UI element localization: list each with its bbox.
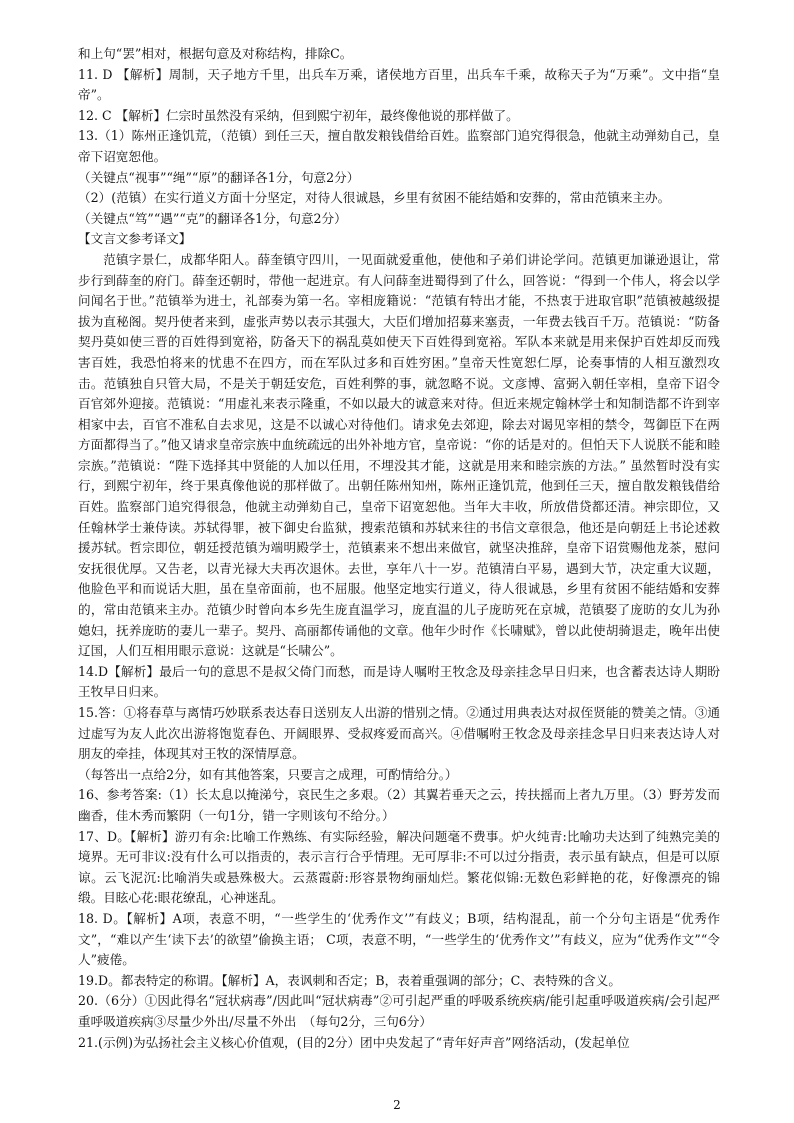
paragraph-q20: 20.（6分）①因此得名“冠状病毒”/因此叫“冠状病毒”②可引起严重的呼吸系统疾病/能引起重呼吸道疾病/会引起严重呼吸道疾病③尽量少外出/尽量不外出 （每句2分，三句6分） <box>78 993 720 1029</box>
paragraph-q18: 18. D。【解析】A项，表意不明，“一些学生的‘优秀作文’”有歧义；B项，结构混乱，前一个分句主语是“优秀作文”，“难以产生‘读下去’的欲望”偷换主语； C项，表意不明，“一些学生的‘优秀作文’”有歧义，应为“优秀作文”“令人”疲倦。 <box>78 910 720 968</box>
paragraph-q19: 19.D。都表特定的称谓。【解析】A，表讽刺和否定；B，表着重强调的部分；C、表特殊的含义。 <box>78 972 621 988</box>
paragraph-q15: 15.答：①将春草与离情巧妙联系表达春日送别友人出游的惜别之情。②通过用典表达对叔侄贤能的赞美之情。③通过虚写为友人此次出游将饱览春色、开阔眼界、受叔疼爱而高兴。④借嘱咐王牧念及母亲挂念早日归来表达诗人对朋友的牵挂，体现其对王牧的深情厚意。 <box>78 705 720 762</box>
section-heading-translation: 【文言文参考译文】 <box>78 231 192 247</box>
page-number: 2 <box>393 1098 401 1112</box>
paragraph-q13-part2: （2）(范镇）在实行道义方面十分坚定，对待人很诚恳，乡里有贫困不能结婚和安葬的，常由范镇来主办。 <box>78 190 671 206</box>
paragraph-q11: 11. D 【解析】周制，天子地方千里，出兵车万乘，诸侯地方百里，出兵车千乘，故称天子为“万乘”。文中指“皇帝”。 <box>78 66 720 103</box>
paragraph-q12: 12. C 【解析】仁宗时虽然没有采纳，但到熙宁初年，最终像他说的那样做了。 <box>78 107 519 123</box>
paragraph-q10-tail: 和上句“罢”相对，根据句意及对称结构，排除C。 <box>78 46 353 61</box>
paragraph-translation: 范镇字景仁，成都华阳人。薛奎镇守四川，一见面就爱重他，使他和子弟们讲论学问。范镇更加谦逊退让，常步行到薛奎的府门。薛奎还朝时，带他一起进京。有人问薛奎进蜀得到了什么，回答说：“得到一个伟人，将会以学问闻名于世。”范镇举为进士，礼部奏为第一名。宰相庞籍说：“范镇有特出才能，不热衷于进取官职”范镇被越级提拔为直秘阁。契丹使者来到，虚张声势以表示其强大，大臣们增加招募来塞责，一年费去钱百千万。范镇说：“防备契丹莫如使三晋的百姓得到宽裕，防备天下的祸乱莫如使天下百姓得到宽裕。军队本来就是用来保护百姓却反而残害百姓，我恐怕将来的忧患不在四方，而在军队过多和百姓穷困。”皇帝天性宽恕仁厚，论奏事情的人相互激烈攻击。范镇独自只管大局，不是关于朝廷安危，百姓利弊的事，就忽略不说。文彦博、富弼入朝任宰相，皇帝下诏令百官郊外迎接。范镇说：“用虚礼来表示隆重，不如以最大的诚意来对待。但近来规定翰林学士和知制诰都不许到宰相家中去，百官不准私自去求见，这是不以诚心对待他们。请求免去郊迎，除去对谒见宰相的禁令，驾御臣下在两方面都得当了。”他又请求皇帝宗族中血统疏远的出外补地方官，皇帝说：“你的话是对的。但怕天下人说朕不能和睦宗族。”范镇说：“陛下选择其中贤能的人加以任用，不埋没其才能，这就是用来和睦宗族的方法。” 虽然暂时没有实行，到熙宁初年，终于果真像他说的那样做了。出朝任陈州知州，陈州正逢饥荒，他到任三天，擅自散发粮钱借给百姓。监察部门追究得很急，他就主动弹劾自己，皇帝下诏宽恕他。当年大丰收，所放借贷都还清。神宗即位，又任翰林学士兼侍读。苏轼得罪，被下御史台监狱，搜索范镇和苏轼来往的书信文章很急，他还是向朝廷上书论述救援苏轼。哲宗即位，朝廷授范镇为端明殿学士，范镇素来不想出来做官，就坚决推辞，皇帝下诏赏赐他龙茶，慰问安抚很优厚。又告老，以青光禄大夫再次退休。去世，享年八十一岁。范镇清白平易，遇到大节，决定重大议题，他脸色平和而说话大胆，虽在皇帝面前，也不屈服。他坚定地实行道义，待人很诚恳，乡里有贫困不能结婚和安葬的，常由范镇来主办。范镇少时曾向本乡先生庞直温学习，庞直温的儿子庞昉死在京城，范镇娶了庞昉的女儿为孙媳妇，抚养庞昉的妻儿一辈子。契丹、高丽都传诵他的文章。他年少时作《长啸赋》，曾以此使胡骑退走，晚年出使辽国，人们互相用眼示意说：这就是“长啸公”。 <box>78 251 720 659</box>
paragraph-q13-part1-scoring: （关键点“视事”“绳”“原”的翻译各1分，句意2分） <box>78 169 360 185</box>
paragraph-q15-scoring: （每答出一点给2分，如有其他答案，只要言之成理，可酌情给分。） <box>78 766 458 782</box>
paragraph-q21: 21.(示例)为弘扬社会主义核心价值观，(目的2分）团中央发起了“青年好声音”网络活动，(发起单位 <box>78 1034 630 1050</box>
paragraph-q13-part2-scoring: （关键点“笃”“遇”“克”的翻译各1分，句意2分） <box>78 210 347 226</box>
paragraph-q17: 17、D。【解析】游刃有余:比喻工作熟练、有实际经验，解决问题毫不费事。炉火纯青:比喻功夫达到了纯熟完美的境界。无可非议:没有什么可以指责的，表示言行合乎情理。无可厚非:不可以过分指责，表示虽有缺点，但是可以原谅。云飞泥沉:比喻消失或悬殊极大。云蒸霞蔚:形容景物绚丽灿烂。繁花似锦:无数色彩鲜艳的花，好像漂亮的锦缎。目眩心花:眼花缭乱，心神迷乱。 <box>78 828 720 906</box>
paragraph-q13-part1: 13.（1）陈州正逢饥荒，（范镇）到任三天，擅自散发粮钱借给百姓。监察部门追究得很急，他就主动弹劾自己，皇帝下诏宽恕他。 <box>78 128 720 164</box>
answer-key-content <box>78 44 720 1053</box>
paragraph-q16: 16、参考答案:（1）长太息以掩涕兮，哀民生之多艰。（2）其翼若垂天之云，抟扶摇而上者九万里。（3）野芳发而幽香，佳木秀而繁阴（一句1分，错一字则该句不给分。） <box>78 787 720 823</box>
paragraph-q14: 14.D【解析】最后一句的意思不是叔父倚门而愁，而是诗人嘱咐王牧念及母亲挂念早日归来，也含蓄表达诗人期盼王牧早日归来。 <box>78 663 720 700</box>
